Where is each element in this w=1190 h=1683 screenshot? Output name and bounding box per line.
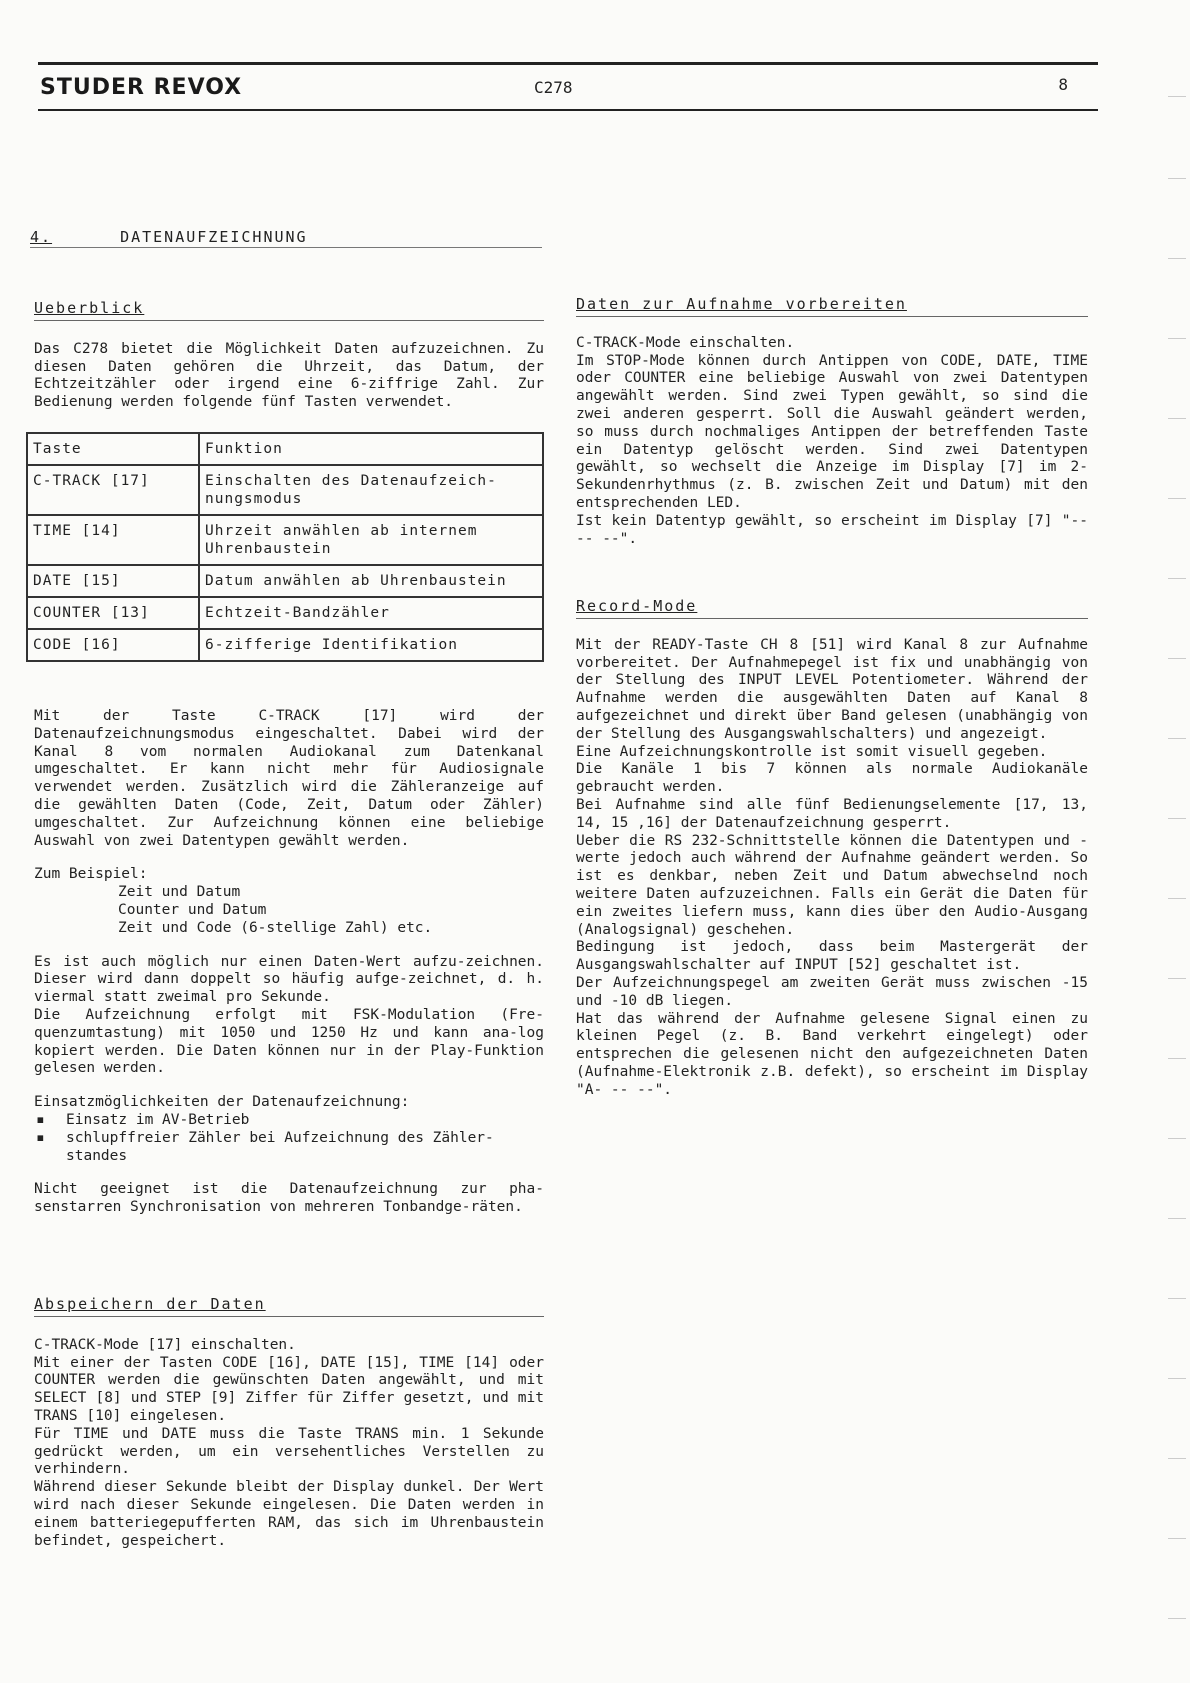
margin-tick [1168, 738, 1186, 739]
margin-tick [1168, 178, 1186, 179]
paragraph-single-value: Es ist auch möglich nur einen Daten-Wert aufzu-zeichnen. Dieser wird dann doppelt so häufig aufge-zeichnet, d. h. viermal statt zweimal pro Sekunde. [34, 953, 544, 1006]
section-ctrack-description [34, 708, 544, 1217]
heading-prepare-data: Daten zur Aufnahme vorbereiten [576, 295, 907, 313]
margin-tick [1168, 658, 1186, 659]
record-paragraph-2: Eine Aufzeichnungskontrolle ist somit visuell gegeben. [576, 743, 1048, 760]
record-paragraph-4: Bei Aufnahme sind alle fünf Bedienungselemente [17, 13, 14, 15 ,16] der Datenaufzeichnung gesperrt. [576, 796, 1088, 831]
margin-tick [1168, 1218, 1186, 1219]
margin-tick [1168, 1138, 1186, 1139]
page-number: 8 [1058, 75, 1068, 94]
section-prepare-data [576, 296, 1088, 548]
chapter-rule [30, 247, 542, 248]
table-cell-function: Datum anwählen ab Uhrenbaustein [199, 565, 543, 597]
record-paragraph-6: Bedingung ist jedoch, dass beim Mastergerät der Ausgangswahlschalter auf INPUT [52] geschaltet ist. [576, 939, 1088, 974]
table-cell-key: DATE [15] [27, 565, 199, 597]
margin-tick [1168, 258, 1186, 259]
margin-tick [1168, 1378, 1186, 1379]
table-cell-key: C-TRACK [17] [27, 465, 199, 515]
section-ueberblick [34, 300, 544, 412]
intro-paragraph: Das C278 bietet die Möglichkeit Daten aufzuzeichnen. Zu diesen Daten gehören die Uhrzeit, das Datum, der Echtzeitzähler oder irgend eine 6-ziffrige Zahl. Zur Bedienung werden folgende fünf Tasten verwendet. [34, 340, 544, 411]
example-list [118, 884, 544, 937]
prepare-paragraph-1: Im STOP-Mode können durch Antippen von CODE, DATE, TIME oder COUNTER eine beliebige Auswahl von zwei Datentypen angewählt werden. Sind zwei Typen gewählt, so sind die zwei anderen gesperrt. Soll die Auswahl geändert werden, so muss durch nochmaliges Antippen der betreffenden Taste ein Datentyp gelöscht werden. Sind zwei Datentypen gewählt, so wechselt die Anzeige im Display [7] im 2-Sekundenrhythmus (z. B. zwischen Zeit und Datum) mit den entsprechenden LED. [576, 352, 1088, 511]
save-paragraph-1: Mit einer der Tasten CODE [16], DATE [15], TIME [14] oder COUNTER werden die gewünschten Daten angewählt, und mit SELECT [8] und STEP [9] Ziffer für Ziffer gesetzt, und mit TRANS [10] eingelesen. [34, 1354, 544, 1424]
save-paragraph-3: Während dieser Sekunde bleibt der Display dunkel. Der Wert wird nach dieser Sekunde eingelesen. Die Daten werden in einem batteriegepufferten RAM, das sich im Uhrenbaustein befindet, gespeichert. [34, 1479, 544, 1549]
heading-ueberblick: Ueberblick [34, 299, 145, 317]
list-item: ▪ schlupffreier Zähler bei Aufzeichnung des Zähler-standes [34, 1130, 544, 1166]
heading-record-mode: Record-Mode [576, 597, 698, 615]
page-header [38, 62, 1098, 111]
table-cell-function: Einschalten des Datenaufzeich-nungsmodus [199, 465, 543, 515]
margin-tick [1168, 1298, 1186, 1299]
prepare-line-1: C-TRACK-Mode einschalten. [576, 334, 795, 351]
uses-list [34, 1112, 544, 1165]
model-number: C278 [534, 78, 573, 97]
uses-label: Einsatzmöglichkeiten der Datenaufzeichnung: [34, 1094, 410, 1111]
heading-rule [34, 1316, 544, 1317]
save-line-1: C-TRACK-Mode [17] einschalten. [34, 1336, 296, 1353]
section-save-data [34, 1296, 544, 1550]
table-row [27, 629, 543, 661]
example-label: Zum Beispiel: [34, 866, 148, 883]
list-item: ▪ Einsatz im AV-Betrieb [34, 1112, 544, 1130]
table-row [27, 565, 543, 597]
margin-tick [1168, 578, 1186, 579]
heading-rule [34, 320, 544, 321]
record-paragraph-7: Der Aufzeichnungspegel am zweiten Gerät muss zwischen -15 und -10 dB liegen. [576, 974, 1088, 1009]
margin-tick [1168, 818, 1186, 819]
paragraph-not-suitable: Nicht geeignet ist die Datenaufzeichnung zur pha-senstarren Synchronisation von mehreren Tonbandge-räten. [34, 1181, 544, 1216]
table-row [27, 515, 543, 565]
key-function-table [26, 432, 544, 662]
margin-tick [1168, 1618, 1186, 1619]
table-header-row [27, 433, 543, 465]
example-item: Counter und Datum [118, 901, 267, 918]
margin-tick [1168, 1538, 1186, 1539]
table-cell-key: TIME [14] [27, 515, 199, 565]
margin-tick [1168, 338, 1186, 339]
chapter-title: DATENAUFZEICHNUNG [120, 228, 308, 246]
chapter-heading [30, 228, 308, 246]
table-cell-key: COUNTER [13] [27, 597, 199, 629]
record-paragraph-1: Mit der READY-Taste CH 8 [51] wird Kanal 8 zur Aufnahme vorbereitet. Der Aufnahmepegel ist fix und unabhängig von der Stellung des INPUT LEVEL Potentiometer. Während der Aufnahme werden die ausgewählten Daten auf Kanal 8 aufgezeichnet und direkt über Band gelesen (unabhängig von der Stellung des Ausgangswahlschalters) und angezeigt. [576, 636, 1088, 742]
margin-tick [1168, 978, 1186, 979]
paragraph-ctrack: Mit der Taste C-TRACK [17] wird der Datenaufzeichnungsmodus eingeschaltet. Dabei wird der Kanal 8 vom normalen Audiokanal zum Datenkanal umgeschaltet. Er kann nicht mehr für Audiosignale verwendet werden. Zusätzlich wird die Zähleranzeige auf die gewählten Daten (Code, Zeit, Datum oder Zähler) umgeschaltet. Zur Aufzeichnung können eine beliebige Auswahl von zwei Datentypen gewählt werden. [34, 708, 544, 849]
heading-rule [576, 316, 1088, 317]
prepare-paragraph-2: Ist kein Datentyp gewählt, so erscheint im Display [7] "-- -- --". [576, 512, 1088, 547]
margin-tick [1168, 96, 1186, 97]
brand-logo: STUDER REVOX [40, 75, 243, 100]
margin-tick [1168, 418, 1186, 419]
save-paragraph-2: Für TIME und DATE muss die Taste TRANS min. 1 Sekunde gedrückt werden, um ein versehentliches Verstellen zu verhindern. [34, 1425, 544, 1478]
margin-tick [1168, 498, 1186, 499]
table-row [27, 597, 543, 629]
paragraph-fsk: Die Aufzeichnung erfolgt mit FSK-Modulation (Fre-quenzumtastung) mit 1050 und 1250 Hz und kann ana-log kopiert werden. Die Daten können nur in der Play-Funktion gelesen werden. [34, 1006, 544, 1077]
table-row [27, 465, 543, 515]
record-paragraph-3: Die Kanäle 1 bis 7 können als normale Audiokanäle gebraucht werden. [576, 761, 1088, 796]
margin-tick [1168, 1058, 1186, 1059]
chapter-number: 4. [30, 228, 53, 246]
record-paragraph-8: Hat das während der Aufnahme gelesene Signal einen zu kleinen Pegel (z. B. Band verkehrt eingelegt) oder entsprechen die gelesenen nicht den aufgezeichneten Daten (Aufnahme-Elektronik z.B. defekt), so erscheint im Display "A- -- --". [576, 1010, 1088, 1098]
example-item: Zeit und Datum [118, 884, 241, 901]
heading-save-data: Abspeichern der Daten [34, 1295, 266, 1313]
section-record-mode [576, 598, 1088, 1100]
table-cell-function: 6-zifferige Identifikation [199, 629, 543, 661]
margin-tick [1168, 898, 1186, 899]
table-cell-key: CODE [16] [27, 629, 199, 661]
table-header-function: Funktion [199, 433, 543, 465]
table-cell-function: Echtzeit-Bandzähler [199, 597, 543, 629]
table-header-key: Taste [27, 433, 199, 465]
table-cell-function: Uhrzeit anwählen ab internem Uhrenbaustein [199, 515, 543, 565]
margin-tick [1168, 1458, 1186, 1459]
record-paragraph-5: Ueber die RS 232-Schnittstelle können die Datentypen und -werte jedoch auch während der Aufnahme geändert werden. So ist es denkbar, neben Zeit und Datum abwechselnd noch weitere Daten aufzuzeichnen. Falls ein Gerät die Daten für ein zweites liefern muss, kann dies über den Audio-Ausgang (Analogsignal) geschehen. [576, 832, 1088, 938]
example-item: Zeit und Code (6-stellige Zahl) etc. [118, 919, 433, 936]
heading-rule [576, 618, 1088, 619]
